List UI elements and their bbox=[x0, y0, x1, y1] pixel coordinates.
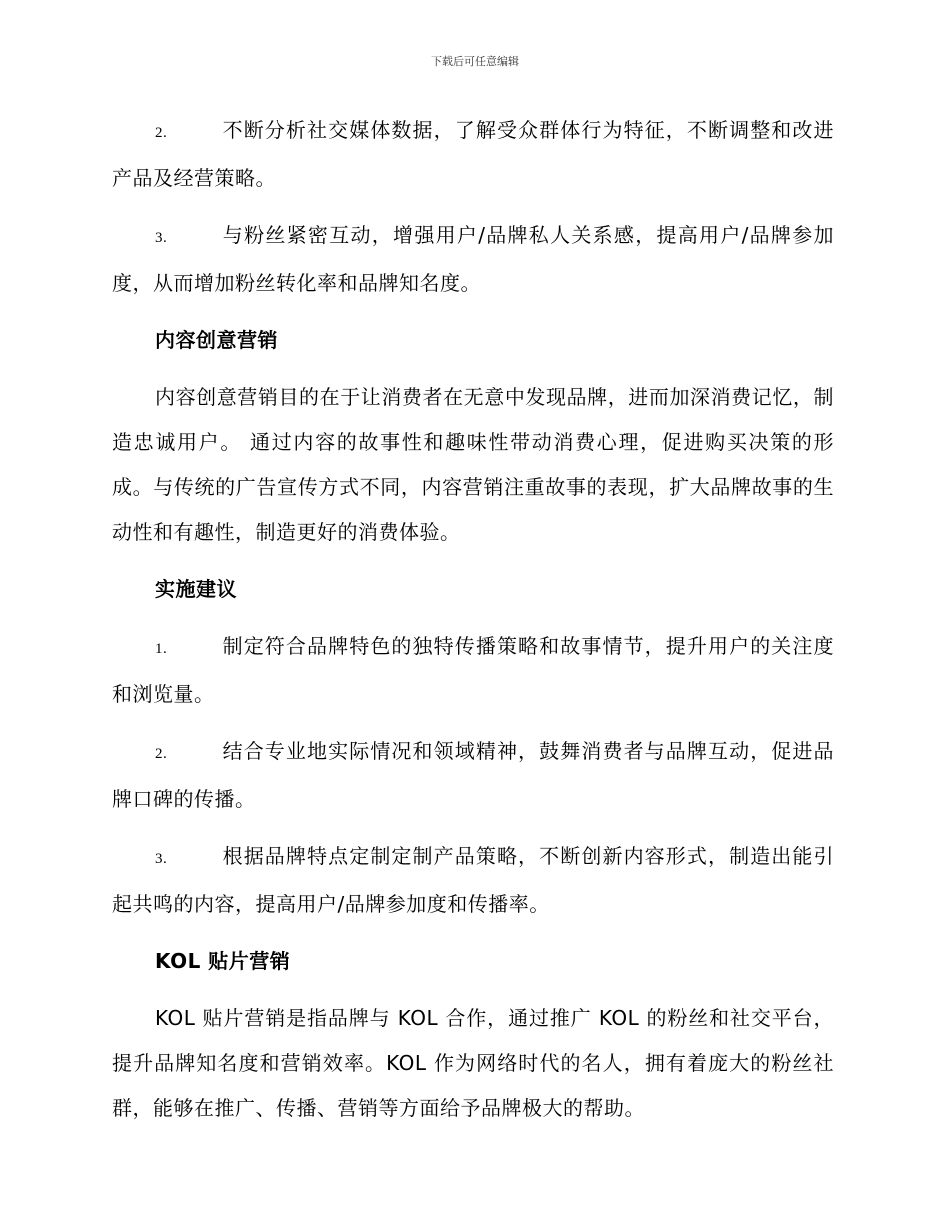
list-item bbox=[112, 108, 834, 201]
list-item-text: 根据品牌特点定制定制产品策略，不断创新内容形式，制造出能引起共鸣的内容，提高用户/品牌参加度和传播率。 bbox=[112, 844, 834, 916]
list-item bbox=[112, 729, 834, 822]
list-item-text: 与粉丝紧密互动，增强用户/品牌私人关系感，提高用户/品牌参加度，从而增加粉丝转化率和品牌知名度。 bbox=[112, 223, 834, 295]
paragraph-kol: KOL 贴片营销是指品牌与 KOL 合作，通过推广 KOL 的粉丝和社交平台，提升品牌知名度和营销效率。KOL 作为网络时代的名人，拥有着庞大的粉丝社群，能够在推广、传播、营销等方面给予品牌极大的帮助。 bbox=[112, 1006, 834, 1120]
section-heading-content-marketing: 内容创意营销 bbox=[155, 328, 278, 352]
section-heading-suggestions: 实施建议 bbox=[155, 577, 237, 601]
list-number: 1. bbox=[155, 641, 168, 657]
list-item-text: 制定符合品牌特色的独特传播策略和故事情节，提升用户的关注度和浏览量。 bbox=[112, 634, 834, 706]
list-item bbox=[112, 213, 834, 306]
list-number: 3. bbox=[155, 851, 168, 867]
list-item bbox=[112, 624, 834, 717]
page-header: 下载后可任意编辑 bbox=[431, 55, 519, 68]
list-item bbox=[112, 834, 834, 927]
list-number: 2. bbox=[155, 125, 168, 141]
list-item-text: 不断分析社交媒体数据，了解受众群体行为特征，不断调整和改进产品及经营策略。 bbox=[112, 118, 834, 190]
list-number: 3. bbox=[155, 230, 168, 246]
paragraph-content-marketing: 内容创意营销目的在于让消费者在无意中发现品牌，进而加深消费记忆，制造忠诚用户。 通过内容的故事性和趣味性带动消费心理，促进购买决策的形成。与传统的广告宣传方式不同，内容营销注重故事的表现，扩大品牌故事的生动性和有趣性，制造更好的消费体验。 bbox=[112, 385, 834, 544]
section-heading-kol: KOL 贴片营销 bbox=[155, 949, 291, 973]
list-number: 2. bbox=[155, 746, 168, 762]
list-item-text: 结合专业地实际情况和领域精神，鼓舞消费者与品牌互动，促进品牌口碑的传播。 bbox=[112, 739, 834, 811]
document-body bbox=[112, 108, 834, 1143]
